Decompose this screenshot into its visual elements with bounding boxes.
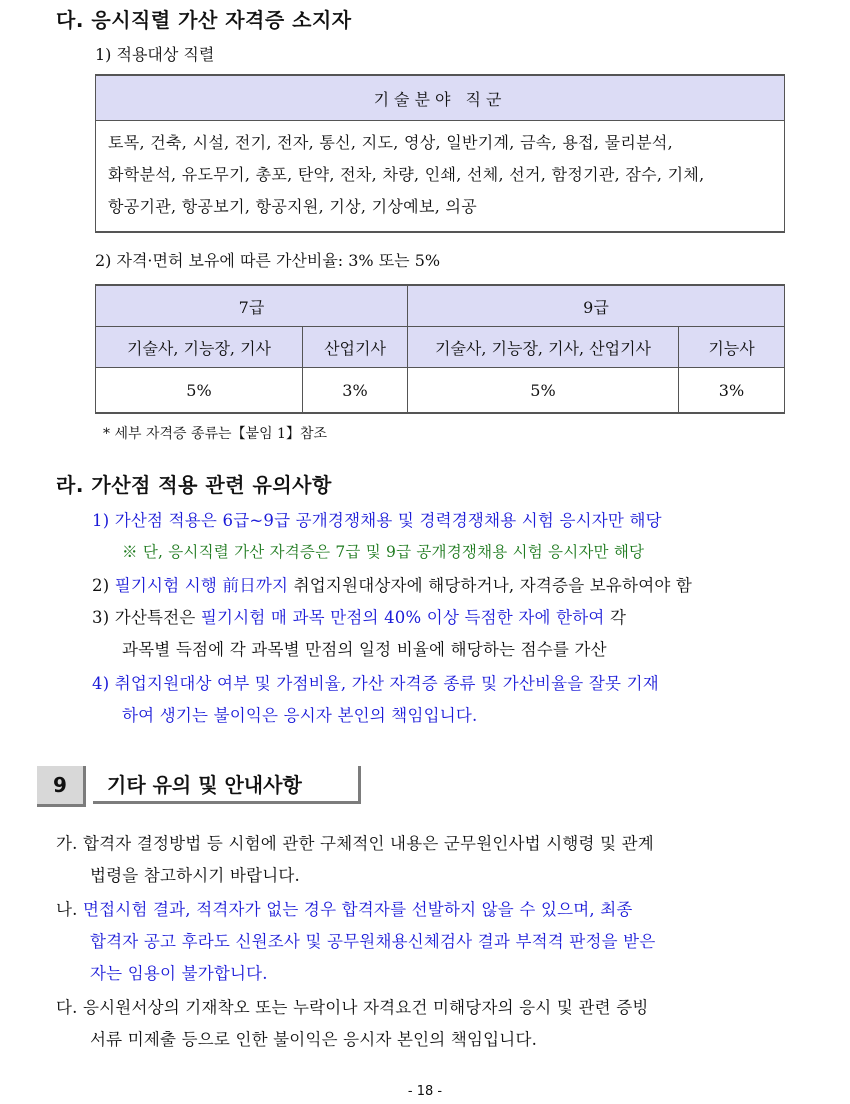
subheading-target-series: 1) 적용대상 직렬 (95, 45, 215, 64)
table-cell: 3% (303, 368, 408, 414)
item-text: 취업지원대상자에 해당하거나, 자격증을 보유하여야 함 (288, 576, 693, 595)
table-cell: 3% (679, 368, 785, 414)
notice-ga-line2: 법령을 참고하시기 바랍니다. (90, 866, 301, 885)
reference-note: * 세부 자격증 종류는【붙임 1】참조 (103, 426, 327, 442)
notice-ga-line1: 가. 합격자 결정방법 등 시험에 관한 구체적인 내용은 군무원인사법 시행령 및 관계 (56, 834, 654, 853)
notice-item-1: 1) 가산점 적용은 6급~9급 공개경쟁채용 및 경력경쟁채용 시험 응시자만 해당 (92, 511, 662, 530)
item-number: 2) (92, 576, 115, 595)
col-header: 산업기사 (303, 327, 408, 368)
table-cell: 5% (96, 368, 303, 414)
notice-item-1-note: ※ 단, 응시직렬 가산 자격증은 7급 및 9급 공개경쟁채용 시험 응시자만 해당 (122, 543, 645, 561)
technical-field-table (95, 74, 785, 233)
page-number: - 18 - (407, 1084, 443, 1099)
notice-item-3 (92, 604, 626, 628)
section-heading-ra: 라. 가산점 적용 관련 유의사항 (56, 473, 332, 497)
emphasis-text: 필기시험 매 과목 만점의 40% 이상 득점한 자에 한하여 (200, 608, 605, 627)
notice-item-4-cont: 하여 생기는 불이익은 응시자 본인의 책임입니다. (122, 706, 478, 725)
bonus-ratio-table (95, 284, 785, 414)
col-header: 기능사 (679, 327, 785, 368)
notice-da-line1: 다. 응시원서상의 기재착오 또는 누락이나 자격요건 미해당자의 응시 및 관련 증빙 (56, 998, 649, 1017)
notice-na-line1 (56, 896, 633, 920)
field-line: 항공기관, 항공보기, 항공지원, 기상, 기상예보, 의공 (108, 197, 477, 216)
section-number-badge: 9 (37, 766, 86, 807)
notice-item-4: 4) 취업지원대상 여부 및 가점비율, 가산 자격증 종류 및 가산비율을 잘못 기재 (92, 674, 659, 693)
notice-da-line2: 서류 미제출 등으로 인한 불이익은 응시자 본인의 책임입니다. (90, 1030, 538, 1049)
field-line: 화학분석, 유도무기, 총포, 탄약, 전차, 차량, 인쇄, 선체, 선거, 함정기관, 잠수, 기체, (108, 165, 705, 184)
notice-item-3-cont: 과목별 득점에 각 과목별 만점의 일정 비율에 해당하는 점수를 가산 (122, 640, 607, 659)
grade-7-header: 7급 (96, 285, 408, 327)
item-text: 3) 가산특전은 (92, 608, 201, 627)
notice-na-line2: 합격자 공고 후라도 신원조사 및 공무원채용신체검사 결과 부적격 판정을 받은 (90, 932, 656, 951)
emphasis-text: 면접시험 결과, 적격자가 없는 경우 합격자를 선발하지 않을 수 있으며, 최종 (83, 900, 633, 919)
section-heading-da: 다. 응시직렬 가산 자격증 소지자 (56, 8, 352, 32)
col-header: 기술사, 기능장, 기사, 산업기사 (408, 327, 679, 368)
table-header-technical-field: 기술분야 직군 (96, 75, 785, 121)
field-line: 토목, 건축, 시설, 전기, 전자, 통신, 지도, 영상, 일반기계, 금속, 용접, 물리분석, (108, 133, 674, 152)
section-title-other-notices: 기타 유의 및 안내사항 (93, 766, 361, 804)
subheading-bonus-ratio: 2) 자격·면허 보유에 따른 가산비율: 3% 또는 5% (95, 251, 441, 270)
grade-9-header: 9급 (408, 285, 785, 327)
technical-field-list (96, 121, 785, 233)
notice-item-2 (92, 572, 692, 596)
notice-na-line3: 자는 임용이 불가합니다. (90, 964, 268, 983)
item-text: 각 (604, 608, 627, 627)
emphasis-text: 필기시험 시행 前日까지 (114, 576, 289, 595)
item-number: 나. (56, 900, 84, 919)
table-cell: 5% (408, 368, 679, 414)
col-header: 기술사, 기능장, 기사 (96, 327, 303, 368)
